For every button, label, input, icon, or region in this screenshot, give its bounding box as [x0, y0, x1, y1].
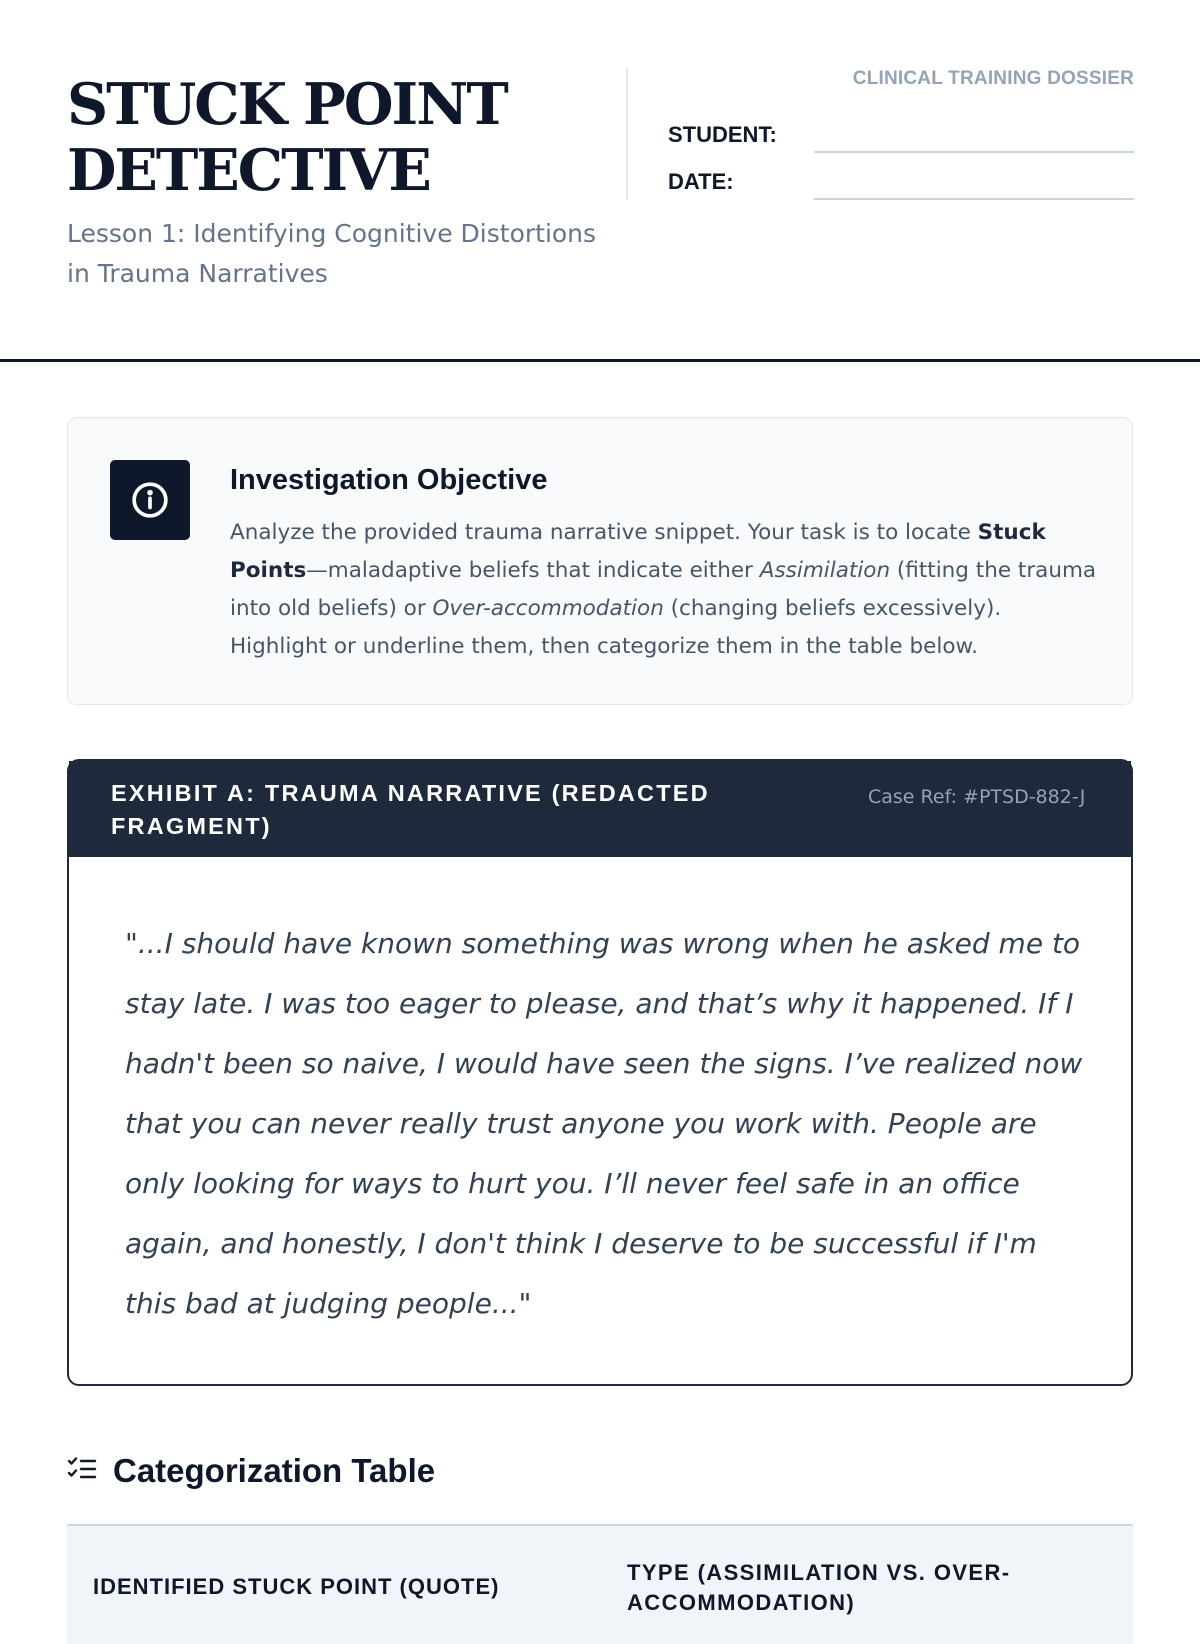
student-field[interactable] [814, 151, 1134, 153]
subtitle-line-1: Lesson 1: Identifying Cognitive Distortions [67, 219, 597, 248]
trauma-narrative-text[interactable]: "...I should have known something was wrong when he asked me to stay late. I was too eager to please, and that’s why it happened. If I hadn't been so naive, I would have seen the signs. I’ve realized now that you can never really trust anyone you work with. People are only looking for ways to hurt you. I’ll never feel safe in an office again, and honestly, I don't think I deserve to be successful if I'm this bad at judging people..." [125, 927, 1083, 1320]
column-header-quote: IDENTIFIED STUCK POINT (QUOTE) [93, 1574, 500, 1599]
investigation-objective-panel [67, 417, 1133, 705]
exhibit-title: EXHIBIT A: TRAUMA NARRATIVE (REDACTED FRAGMENT) [111, 780, 710, 839]
case-reference: Case Ref: #PTSD-882-J [868, 786, 1086, 808]
objective-text-4: (changing beliefs excessively). Highlight or underline them, then categorize them in the table below. [230, 596, 1002, 659]
categorization-table [67, 1524, 1133, 1644]
exhibit-header [69, 761, 1131, 857]
stuck-points-term: Stuck Points [230, 520, 1046, 583]
checklist-icon [67, 1456, 97, 1487]
exhibit-a-card [67, 759, 1133, 1386]
categorization-heading [67, 1452, 435, 1490]
worksheet-title [67, 72, 627, 204]
info-icon [110, 460, 190, 540]
assimilation-term: Assimilation [759, 558, 891, 583]
title-line-1: STUCK POINT [67, 71, 507, 138]
categorization-title: Categorization Table [113, 1452, 436, 1489]
header-divider [626, 68, 628, 200]
objective-text-2: —maladaptive beliefs that indicate either [306, 558, 760, 583]
document-header [0, 0, 1200, 362]
objective-instructions [230, 514, 1100, 666]
objective-title: Investigation Objective [230, 464, 548, 496]
objective-text-1: Analyze the provided trauma narrative snippet. Your task is to locate [230, 520, 978, 545]
lesson-subtitle [67, 214, 627, 294]
date-field[interactable] [814, 198, 1134, 200]
student-label: STUDENT: [668, 122, 777, 147]
column-header-type: TYPE (ASSIMILATION VS. OVER-ACCOMMODATION) [627, 1560, 1011, 1615]
subtitle-line-2: in Trauma Narratives [67, 259, 328, 288]
title-line-2: DETECTIVE [67, 137, 430, 204]
objective-text-3: (fitting the trauma into old beliefs) or [230, 558, 1097, 621]
date-label: DATE: [668, 169, 734, 194]
dossier-label: CLINICAL TRAINING DOSSIER [852, 68, 1134, 89]
over-accommodation-term: Over-accommodation [432, 596, 664, 621]
